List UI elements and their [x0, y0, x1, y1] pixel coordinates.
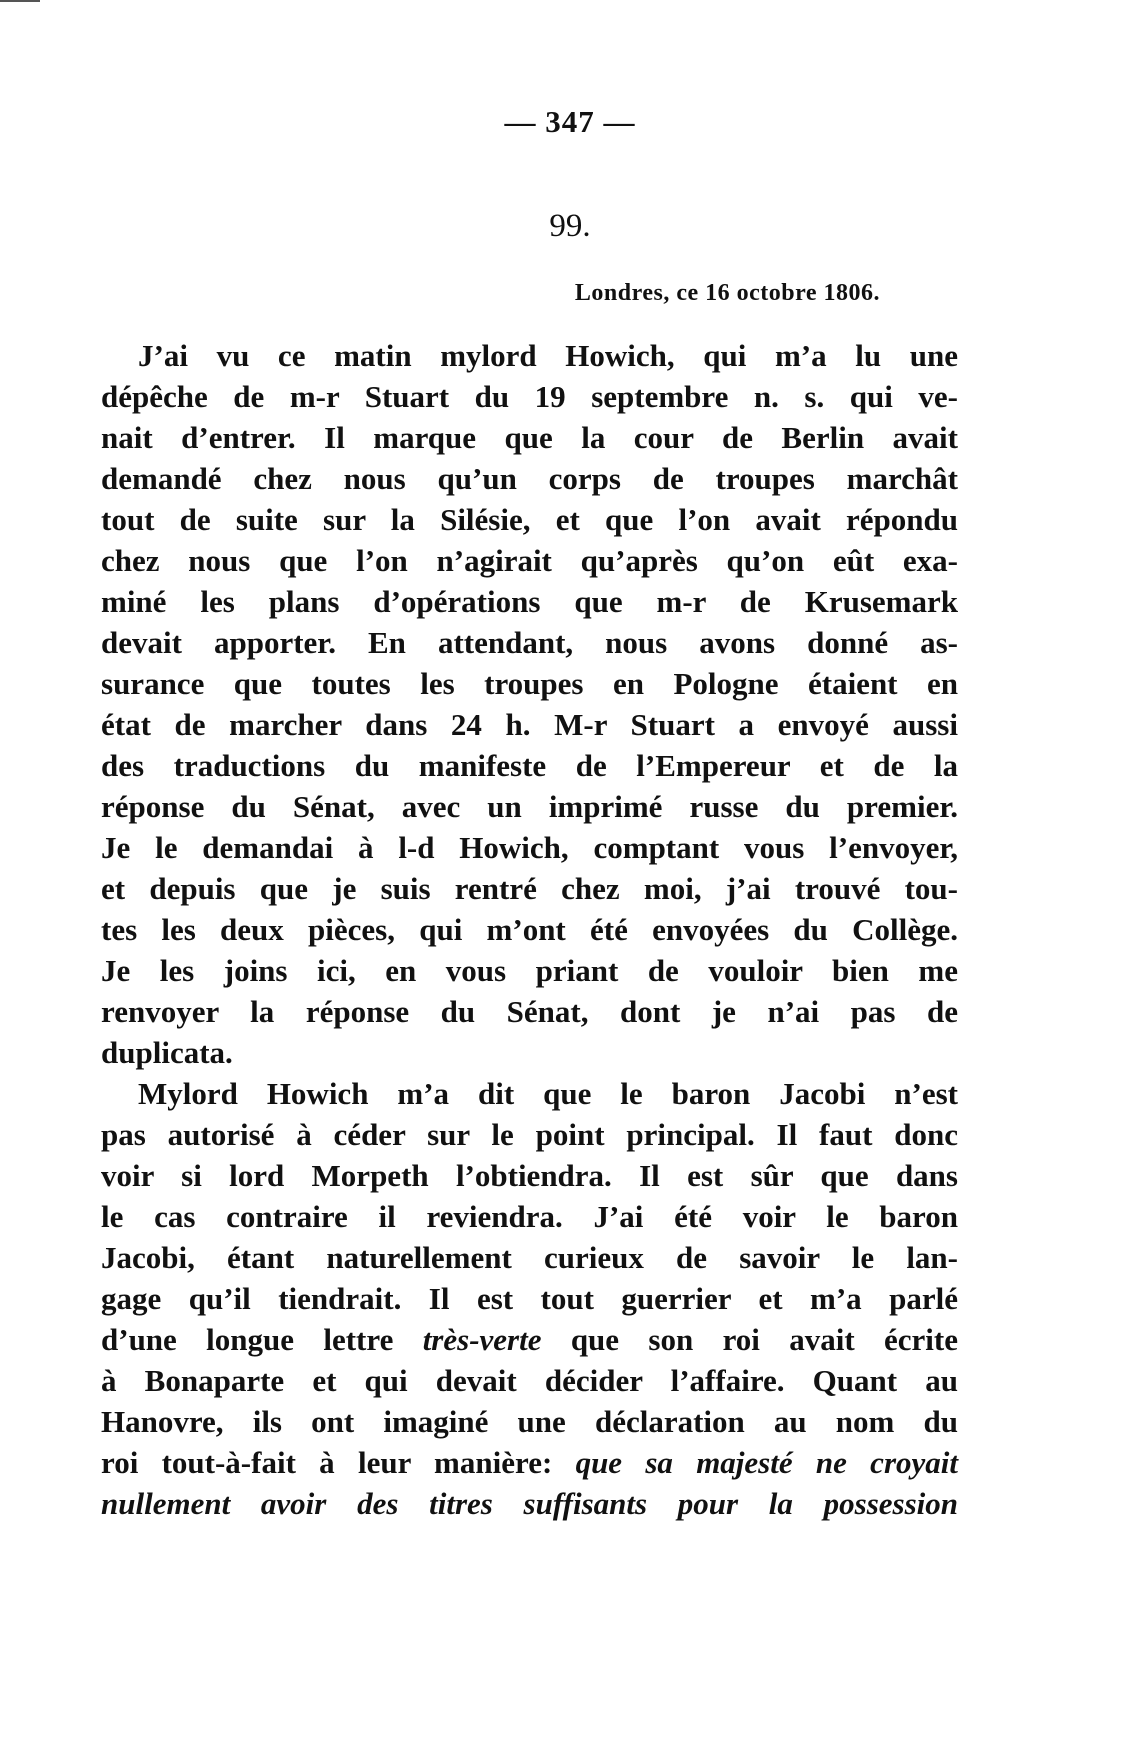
text-segment: état de marcher dans 24 h. M-r Stuart a envoyé aussi — [101, 707, 958, 742]
italic-text: nullement avoir des titres suffisants pour la possession — [101, 1486, 958, 1521]
text-line — [101, 827, 958, 868]
text-segment: le cas contraire il reviendra. J’ai été voir le baron — [101, 1199, 958, 1234]
text-line — [101, 663, 958, 704]
text-line — [101, 991, 958, 1032]
text-segment: roi tout-à-fait à leur manière: — [101, 1445, 576, 1480]
text-line — [101, 1114, 958, 1155]
text-segment: Je le demandai à l-d Howich, comptant vous l’envoyer, — [101, 830, 958, 865]
text-segment: réponse du Sénat, avec un imprimé russe du premier. — [101, 789, 958, 824]
text-segment: devait apporter. En attendant, nous avons donné as- — [101, 625, 958, 660]
paragraph — [101, 1073, 958, 1524]
text-segment: duplicata. — [101, 1035, 233, 1070]
letter-number: 99. — [549, 208, 591, 244]
text-line — [101, 540, 958, 581]
text-line — [101, 1237, 958, 1278]
text-segment: Je les joins ici, en vous priant de vouloir bien me — [101, 953, 958, 988]
text-line — [101, 786, 958, 827]
text-line — [101, 1442, 958, 1483]
text-line — [101, 950, 958, 991]
text-line — [101, 1278, 958, 1319]
letter-body — [101, 335, 958, 1524]
text-segment: surance que toutes les troupes en Pologne étaient en — [101, 666, 958, 701]
text-line — [101, 1155, 958, 1196]
text-line — [101, 622, 958, 663]
text-line — [101, 909, 958, 950]
text-segment: et depuis que je suis rentré chez moi, j’ai trouvé tou- — [101, 871, 958, 906]
page-number: — 347 — — [504, 104, 636, 139]
text-line — [101, 376, 958, 417]
text-segment: voir si lord Morpeth l’obtiendra. Il est sûr que dans — [101, 1158, 958, 1193]
text-segment: miné les plans d’opérations que m-r de Krusemark — [101, 584, 958, 619]
italic-text: très-verte — [422, 1322, 542, 1357]
paragraph — [101, 335, 958, 1073]
text-line — [101, 1073, 958, 1114]
text-line — [101, 499, 958, 540]
dateline: Londres, ce 16 octobre 1806. — [574, 280, 880, 306]
text-segment: dépêche de m-r Stuart du 19 septembre n. s. qui ve- — [101, 379, 958, 414]
text-line — [101, 417, 958, 458]
text-line — [101, 745, 958, 786]
text-segment: demandé chez nous qu’un corps de troupes marchât — [101, 461, 958, 496]
text-line — [101, 1401, 958, 1442]
text-segment: Hanovre, ils ont imaginé une déclaration au nom du — [101, 1404, 958, 1439]
text-segment: tes les deux pièces, qui m’ont été envoyées du Collège. — [101, 912, 958, 947]
text-line — [101, 458, 958, 499]
italic-text: que sa majesté ne croyait — [575, 1445, 958, 1480]
text-line — [101, 1483, 958, 1524]
text-line — [101, 704, 958, 745]
text-segment: Jacobi, étant naturellement curieux de savoir le lan- — [101, 1240, 958, 1275]
text-segment: gage qu’il tiendrait. Il est tout guerrier et m’a parlé — [101, 1281, 958, 1316]
text-line — [101, 1319, 958, 1360]
text-segment: nait d’entrer. Il marque que la cour de Berlin avait — [101, 420, 958, 455]
text-segment: d’une longue lettre — [101, 1322, 423, 1357]
text-segment: Mylord Howich m’a dit que le baron Jacobi n’est — [138, 1076, 958, 1111]
text-segment: renvoyer la réponse du Sénat, dont je n’ai pas de — [101, 994, 958, 1029]
text-segment: que son roi avait écrite — [541, 1322, 958, 1357]
top-edge-mark — [0, 0, 40, 2]
text-segment: J’ai vu ce matin mylord Howich, qui m’a lu une — [138, 338, 958, 373]
text-segment: chez nous que l’on n’agirait qu’après qu’on eût exa- — [101, 543, 958, 578]
text-line — [101, 1032, 958, 1073]
text-line — [101, 1360, 958, 1401]
text-line — [101, 868, 958, 909]
text-segment: à Bonaparte et qui devait décider l’affaire. Quant au — [101, 1363, 958, 1398]
text-line — [101, 1196, 958, 1237]
text-segment: des traductions du manifeste de l’Empereur et de la — [101, 748, 958, 783]
text-line — [101, 335, 958, 376]
text-segment: tout de suite sur la Silésie, et que l’on avait répondu — [101, 502, 958, 537]
text-line — [101, 581, 958, 622]
text-segment: pas autorisé à céder sur le point principal. Il faut donc — [101, 1117, 958, 1152]
